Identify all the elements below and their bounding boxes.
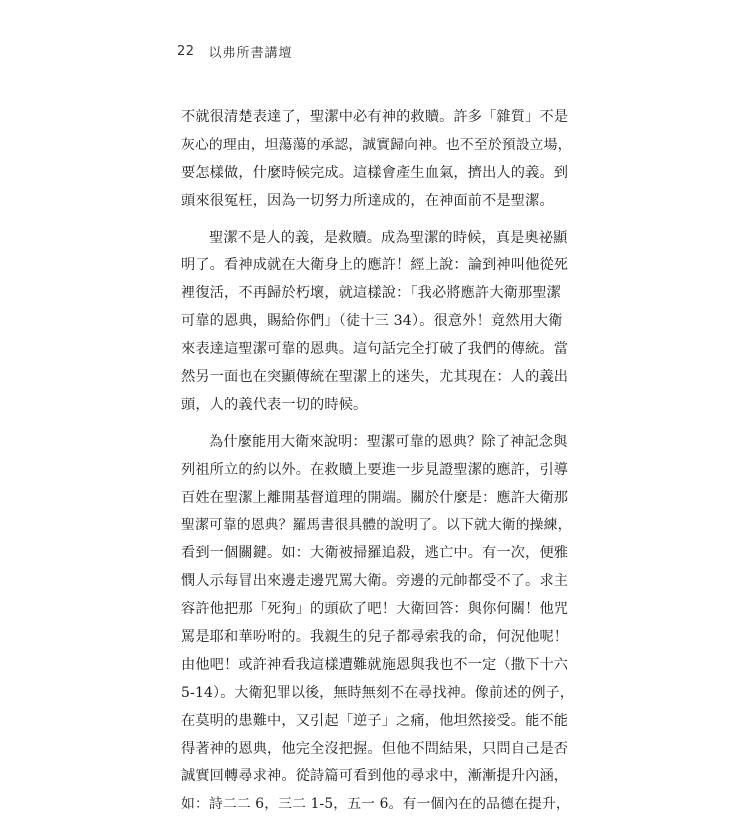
text-line: 誠實回轉尋求神。從詩篇可看到他的尋求中，漸漸提升內涵，	[181, 768, 569, 785]
running-header	[177, 41, 293, 61]
text-line: 要怎樣做，什麼時候完成。這樣會產生血氣，擠出人的義。到	[181, 164, 569, 181]
text-line: 然另一面也在突顯傳統在聖潔上的迷失，尤其現在：人的義出	[181, 369, 569, 386]
text-line: 由他吧！或許神看我這樣遭難就施恩與我也不一定（撒下十六	[181, 656, 569, 673]
text-line: 憫人示每冒出來邊走邊咒罵大衛。旁邊的元帥都受不了。求主	[181, 573, 569, 590]
text-line: 看到一個關鍵。如：大衛被掃羅追殺，逃亡中。有一次，便雅	[181, 545, 569, 562]
text-line: 不就很清楚表達了，聖潔中必有神的救贖。許多「雜質」不是	[181, 109, 569, 125]
text-line: 明了。看神成就在大衛身上的應許！經上說：論到神叫他從死	[181, 257, 569, 274]
text-line: 為什麼能用大衛來說明：聖潔可靠的恩典？除了神記念與	[209, 433, 568, 450]
text-line: 罵是耶和華吩咐的。我親生的兒子都尋索我的命，何況他呢！	[181, 629, 569, 646]
text-line: 來表達這聖潔可靠的恩典。這句話完全打破了我們的傳統。當	[181, 341, 569, 358]
text-line: 裡復活，不再歸於朽壞，就這樣說：「我必將應許大衛那聖潔	[181, 285, 562, 302]
text-line: 百姓在聖潔上離開基督道理的開端。關於什麼是：應許大衛那	[181, 489, 569, 506]
paragraph	[181, 429, 573, 819]
paragraph	[181, 104, 573, 216]
text-line: 頭來很冤枉，因為一切努力所達成的，在神面前不是聖潔。	[181, 192, 554, 209]
text-line: 列祖所立的約以外。在救贖上要進一步見證聖潔的應許，引導	[181, 461, 569, 478]
text-line: 聖潔可靠的恩典？羅馬書很具體的說明了。以下就大衛的操練，	[181, 517, 572, 534]
text-line: 5-14）。大衛犯罪以後，無時無刻不在尋找神。像前述的例子，	[181, 684, 574, 701]
text-line: 容許他把那「死狗」的頭砍了吧！大衛回答：與你何關！他咒	[181, 601, 569, 618]
text-line: 在莫明的患難中，又引起「逆子」之痛，他坦然接受。能不能	[181, 712, 569, 729]
page-number: 22	[177, 43, 195, 59]
body-text	[181, 104, 573, 819]
text-line: 灰心的理由，坦蕩蕩的承認，誠實歸向神。也不至於預設立場，	[181, 136, 572, 153]
text-line: 聖潔不是人的義，是救贖。成為聖潔的時候，真是奧祕顯	[209, 229, 568, 246]
text-line: 得著神的恩典，他完全沒把握。但他不問結果，只問自己是否	[181, 740, 569, 757]
text-line: 頭，人的義代表一切的時候。	[181, 396, 368, 413]
paragraph	[181, 225, 573, 420]
book-title: 以弗所書講壇	[208, 45, 293, 61]
text-line: 如：詩二二 6，三二 1-5，五一 6。有一個內在的品德在提升，	[181, 796, 570, 813]
text-line: 可靠的恩典，賜給你們」（徒十三 34）。很意外！竟然用大衛	[181, 313, 563, 330]
